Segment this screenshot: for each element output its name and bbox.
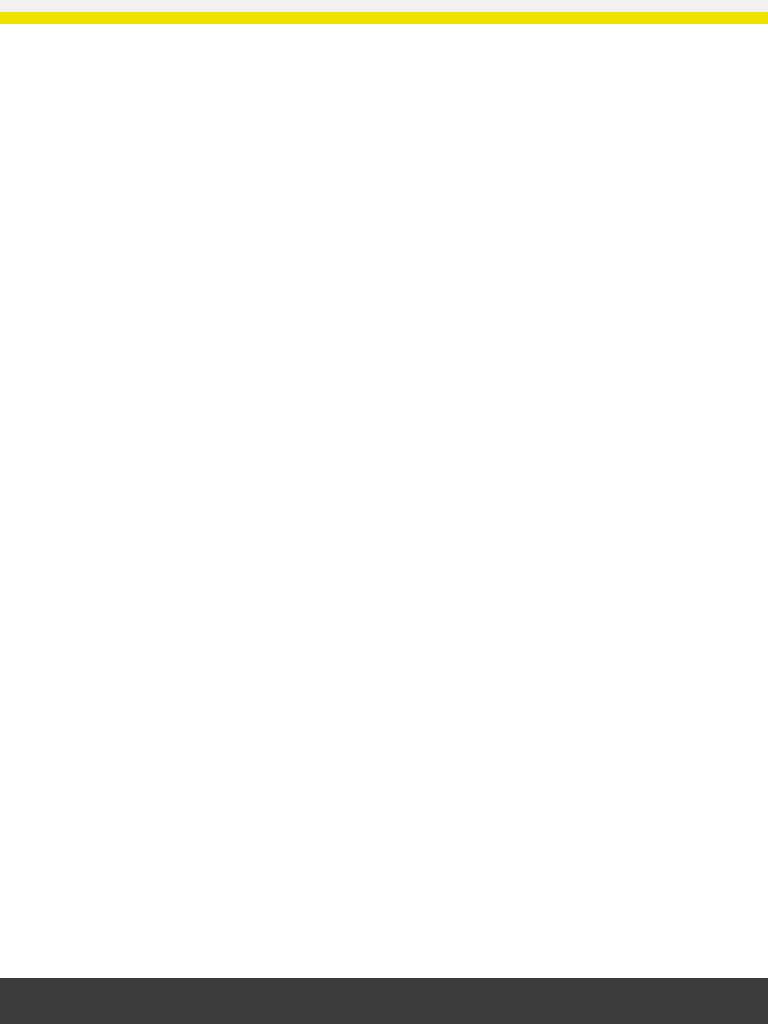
footer xyxy=(0,978,768,1024)
book-banner xyxy=(0,12,768,24)
